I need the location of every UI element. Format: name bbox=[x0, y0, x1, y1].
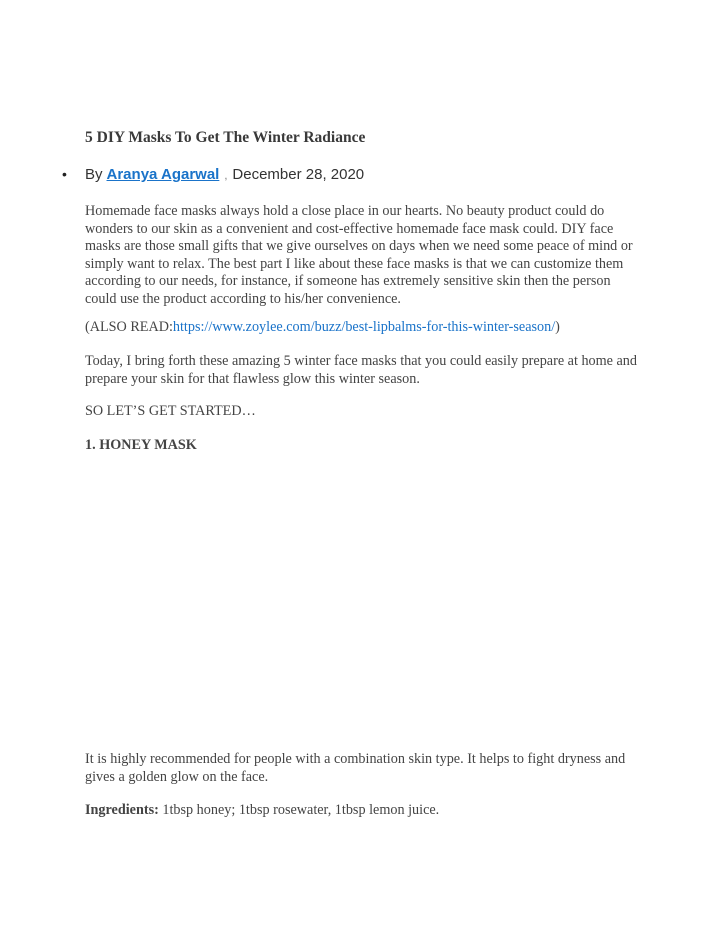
bullet-icon: • bbox=[62, 166, 67, 182]
article-title: 5 DIY Masks To Get The Winter Radiance bbox=[85, 129, 366, 146]
author-link[interactable]: Aranya Agarwal bbox=[106, 166, 220, 183]
also-read-prefix: (ALSO READ: bbox=[85, 319, 173, 335]
image-placeholder bbox=[85, 470, 635, 740]
ingredients-label: Ingredients: bbox=[85, 802, 159, 818]
publish-date: December 28, 2020 bbox=[232, 166, 365, 183]
also-read-suffix: ) bbox=[555, 319, 560, 335]
byline bbox=[62, 166, 364, 183]
by-label: By bbox=[85, 166, 103, 183]
ingredients-text: 1tbsp honey; 1tbsp rosewater, 1tbsp lemon juice. bbox=[158, 802, 440, 818]
also-read-link[interactable]: https://www.zoylee.com/buzz/best-lipbalms-for-this-winter-season/ bbox=[172, 319, 556, 335]
lead-paragraph: Today, I bring forth these amazing 5 winter face masks that you could easily prepare at home and prepare your skin for that flawless glow this winter season. bbox=[85, 353, 637, 387]
ingredients-paragraph bbox=[85, 802, 645, 820]
intro-paragraph: Homemade face masks always hold a close place in our hearts. No beauty product could do wonders to our skin as a convenient and cost-effective homemade face mask could. DIY face masks are those small gifts that we give ourselves on days when we need some peace of mind or simply want to relax. The best part I like about these face masks is that we can customize them according to our needs, for instance, if someone has extremely sensitive skin then the person could use the product according to his/her convenience. bbox=[85, 203, 633, 307]
section-heading-honey-mask: 1. HONEY MASK bbox=[85, 437, 197, 453]
honey-mask-description: It is highly recommended for people with a combination skin type. It helps to fight dryness and gives a golden glow on the face. bbox=[85, 751, 626, 785]
also-read-paragraph bbox=[85, 319, 645, 337]
start-paragraph: SO LET’S GET STARTED… bbox=[85, 403, 256, 419]
byline-separator: , bbox=[224, 170, 228, 182]
